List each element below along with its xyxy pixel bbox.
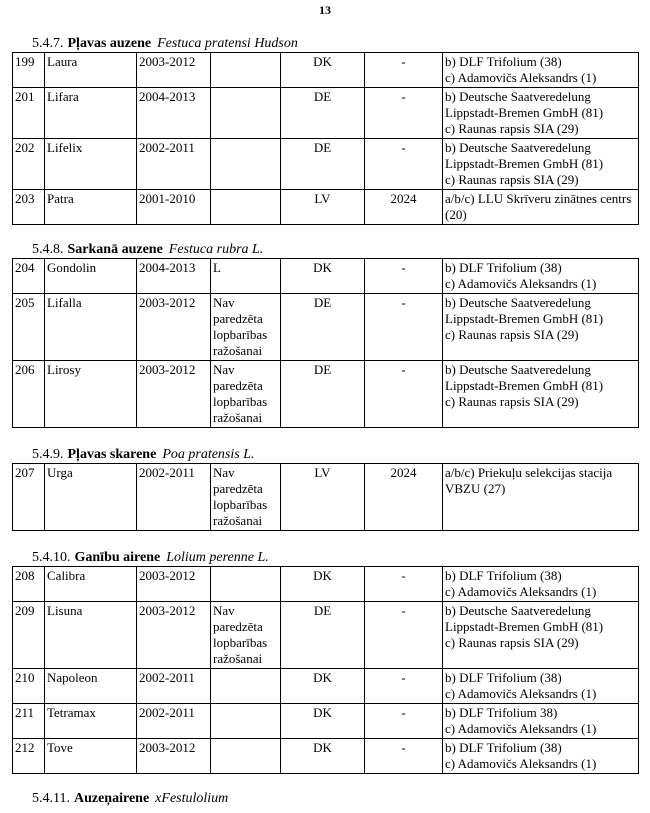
- variety-name: Gondolin: [45, 259, 137, 294]
- maintainer-line: Lippstadt-Bremen GmbH (81): [445, 156, 604, 171]
- species-common-name: Sarkanā auzene: [67, 242, 163, 257]
- section-number: 5.4.8.: [32, 242, 64, 257]
- table-row: [13, 739, 639, 774]
- variety-number: 199: [13, 53, 45, 88]
- variety-name: Laura: [45, 53, 137, 88]
- table-row: [13, 139, 639, 190]
- variety-country: DK: [281, 739, 365, 774]
- variety-year: -: [365, 53, 443, 88]
- variety-purpose: [211, 190, 281, 225]
- maintainer-line: VBZU (27): [445, 481, 506, 496]
- section-heading: [12, 446, 638, 463]
- species-common-name: Pļavas skarene: [67, 447, 157, 462]
- variety-country: LV: [281, 190, 365, 225]
- variety-purpose: [211, 88, 281, 139]
- maintainer-line: c) Raunas rapsis SIA (29): [445, 121, 579, 136]
- maintainer-line: Lippstadt-Bremen GmbH (81): [445, 105, 604, 120]
- variety-number: 206: [13, 361, 45, 428]
- variety-name: Lifelix: [45, 139, 137, 190]
- maintainer-line: b) DLF Trifolium (38): [445, 740, 562, 755]
- species-latin-name: Festuca rubra L.: [168, 242, 264, 257]
- section-heading: [12, 549, 638, 566]
- variety-country: DK: [281, 704, 365, 739]
- variety-country: DE: [281, 139, 365, 190]
- variety-maintainers: [443, 669, 639, 704]
- variety-country: DE: [281, 294, 365, 361]
- maintainer-line: c) Adamovičs Aleksandrs (1): [445, 721, 597, 736]
- maintainer-line: c) Raunas rapsis SIA (29): [445, 172, 579, 187]
- table-row: [13, 259, 639, 294]
- variety-name: Lifalla: [45, 294, 137, 361]
- species-latin-name: Festuca pratensi Hudson: [157, 36, 298, 51]
- section-heading: [12, 35, 638, 52]
- table-row: [13, 88, 639, 139]
- variety-period: 2003-2012: [137, 361, 211, 428]
- table-row: [13, 464, 639, 531]
- variety-year: -: [365, 361, 443, 428]
- maintainer-line: b) DLF Trifolium (38): [445, 54, 562, 69]
- variety-maintainers: [443, 567, 639, 602]
- page-number: 13: [319, 3, 331, 17]
- section-number: 5.4.11.: [32, 791, 70, 806]
- variety-period: 2002-2011: [137, 669, 211, 704]
- maintainer-line: b) Deutsche Saatveredelung: [445, 140, 591, 155]
- maintainer-line: b) Deutsche Saatveredelung: [445, 295, 591, 310]
- variety-year: -: [365, 669, 443, 704]
- variety-name: Calibra: [45, 567, 137, 602]
- variety-name: Patra: [45, 190, 137, 225]
- variety-purpose: [211, 704, 281, 739]
- variety-year: 2024: [365, 464, 443, 531]
- section-number: 5.4.9.: [32, 447, 64, 462]
- section-heading: [12, 790, 638, 807]
- variety-number: 202: [13, 139, 45, 190]
- variety-name: Napoleon: [45, 669, 137, 704]
- species-section: [12, 549, 638, 774]
- variety-country: LV: [281, 464, 365, 531]
- variety-period: 2003-2012: [137, 739, 211, 774]
- maintainer-line: c) Adamovičs Aleksandrs (1): [445, 756, 597, 771]
- species-latin-name: Lolium perenne L.: [166, 550, 269, 565]
- maintainer-line: c) Adamovičs Aleksandrs (1): [445, 584, 597, 599]
- variety-name: Urga: [45, 464, 137, 531]
- table-row: [13, 567, 639, 602]
- species-latin-name: xFestulolium: [155, 791, 229, 806]
- variety-period: 2003-2012: [137, 602, 211, 669]
- variety-number: 212: [13, 739, 45, 774]
- variety-year: -: [365, 704, 443, 739]
- maintainer-line: b) Deutsche Saatveredelung: [445, 603, 591, 618]
- variety-year: -: [365, 259, 443, 294]
- maintainer-line: b) Deutsche Saatveredelung: [445, 362, 591, 377]
- variety-purpose: [211, 669, 281, 704]
- variety-table: [12, 566, 639, 774]
- maintainer-line: c) Raunas rapsis SIA (29): [445, 394, 579, 409]
- variety-period: 2001-2010: [137, 190, 211, 225]
- variety-maintainers: [443, 190, 639, 225]
- variety-purpose: L: [211, 259, 281, 294]
- variety-year: -: [365, 602, 443, 669]
- variety-period: 2002-2011: [137, 464, 211, 531]
- variety-number: 211: [13, 704, 45, 739]
- variety-period: 2004-2013: [137, 88, 211, 139]
- table-row: [13, 190, 639, 225]
- species-common-name: Ganību airene: [74, 550, 161, 565]
- variety-period: 2003-2012: [137, 53, 211, 88]
- table-row: [13, 294, 639, 361]
- variety-year: -: [365, 567, 443, 602]
- variety-purpose: [211, 567, 281, 602]
- variety-year: -: [365, 739, 443, 774]
- maintainer-line: b) DLF Trifolium (38): [445, 260, 562, 275]
- variety-purpose: [211, 139, 281, 190]
- variety-purpose: Nav paredzēta lopbarības ražošanai: [211, 464, 281, 531]
- variety-maintainers: [443, 704, 639, 739]
- species-common-name: Pļavas auzene: [67, 36, 152, 51]
- variety-table: [12, 463, 639, 531]
- table-row: [13, 53, 639, 88]
- maintainer-line: (20): [445, 207, 467, 222]
- variety-year: -: [365, 88, 443, 139]
- variety-period: 2003-2012: [137, 294, 211, 361]
- variety-purpose: Nav paredzēta lopbarības ražošanai: [211, 294, 281, 361]
- maintainer-line: c) Raunas rapsis SIA (29): [445, 635, 579, 650]
- variety-maintainers: [443, 361, 639, 428]
- variety-maintainers: [443, 464, 639, 531]
- variety-purpose: [211, 53, 281, 88]
- table-row: [13, 361, 639, 428]
- variety-maintainers: [443, 739, 639, 774]
- species-common-name: Auzeņairene: [73, 791, 150, 806]
- maintainer-line: Lippstadt-Bremen GmbH (81): [445, 311, 604, 326]
- variety-number: 207: [13, 464, 45, 531]
- variety-number: 209: [13, 602, 45, 669]
- variety-name: Lifara: [45, 88, 137, 139]
- variety-period: 2002-2011: [137, 139, 211, 190]
- variety-country: DE: [281, 361, 365, 428]
- species-section: [12, 35, 638, 225]
- section-number: 5.4.7.: [32, 36, 64, 51]
- variety-name: Tove: [45, 739, 137, 774]
- variety-name: Tetramax: [45, 704, 137, 739]
- variety-country: DK: [281, 259, 365, 294]
- variety-maintainers: [443, 259, 639, 294]
- maintainer-line: c) Raunas rapsis SIA (29): [445, 327, 579, 342]
- table-row: [13, 669, 639, 704]
- variety-maintainers: [443, 53, 639, 88]
- variety-number: 205: [13, 294, 45, 361]
- maintainer-line: c) Adamovičs Aleksandrs (1): [445, 276, 597, 291]
- variety-number: 210: [13, 669, 45, 704]
- maintainer-line: b) DLF Trifolium (38): [445, 670, 562, 685]
- variety-maintainers: [443, 294, 639, 361]
- variety-number: 201: [13, 88, 45, 139]
- variety-table: [12, 52, 639, 225]
- section-number: 5.4.10.: [32, 550, 71, 565]
- variety-period: 2003-2012: [137, 567, 211, 602]
- variety-period: 2004-2013: [137, 259, 211, 294]
- maintainer-line: c) Adamovičs Aleksandrs (1): [445, 686, 597, 701]
- variety-purpose: Nav paredzēta lopbarības ražošanai: [211, 361, 281, 428]
- variety-country: DE: [281, 88, 365, 139]
- species-section: [12, 790, 638, 807]
- variety-name: Lirosy: [45, 361, 137, 428]
- variety-country: DK: [281, 567, 365, 602]
- maintainer-line: b) DLF Trifolium 38): [445, 705, 558, 720]
- variety-year: -: [365, 139, 443, 190]
- maintainer-line: c) Adamovičs Aleksandrs (1): [445, 70, 597, 85]
- variety-number: 204: [13, 259, 45, 294]
- variety-maintainers: [443, 602, 639, 669]
- variety-purpose: Nav paredzēta lopbarības ražošanai: [211, 602, 281, 669]
- variety-country: DK: [281, 669, 365, 704]
- species-section: [12, 446, 638, 531]
- maintainer-line: Lippstadt-Bremen GmbH (81): [445, 378, 604, 393]
- variety-year: -: [365, 294, 443, 361]
- maintainer-line: a/b/c) Priekuļu selekcijas stacija: [445, 465, 613, 480]
- variety-maintainers: [443, 139, 639, 190]
- variety-number: 203: [13, 190, 45, 225]
- section-heading: [12, 241, 638, 258]
- variety-year: 2024: [365, 190, 443, 225]
- maintainer-line: b) Deutsche Saatveredelung: [445, 89, 591, 104]
- maintainer-line: Lippstadt-Bremen GmbH (81): [445, 619, 604, 634]
- table-row: [13, 704, 639, 739]
- variety-name: Lisuna: [45, 602, 137, 669]
- variety-country: DE: [281, 602, 365, 669]
- variety-country: DK: [281, 53, 365, 88]
- table-row: [13, 602, 639, 669]
- maintainer-line: b) DLF Trifolium (38): [445, 568, 562, 583]
- species-latin-name: Poa pratensis L.: [162, 447, 255, 462]
- variety-purpose: [211, 739, 281, 774]
- variety-maintainers: [443, 88, 639, 139]
- variety-period: 2002-2011: [137, 704, 211, 739]
- maintainer-line: a/b/c) LLU Skrīveru zinātnes centrs: [445, 191, 632, 206]
- species-section: [12, 241, 638, 428]
- variety-table: [12, 258, 639, 428]
- variety-number: 208: [13, 567, 45, 602]
